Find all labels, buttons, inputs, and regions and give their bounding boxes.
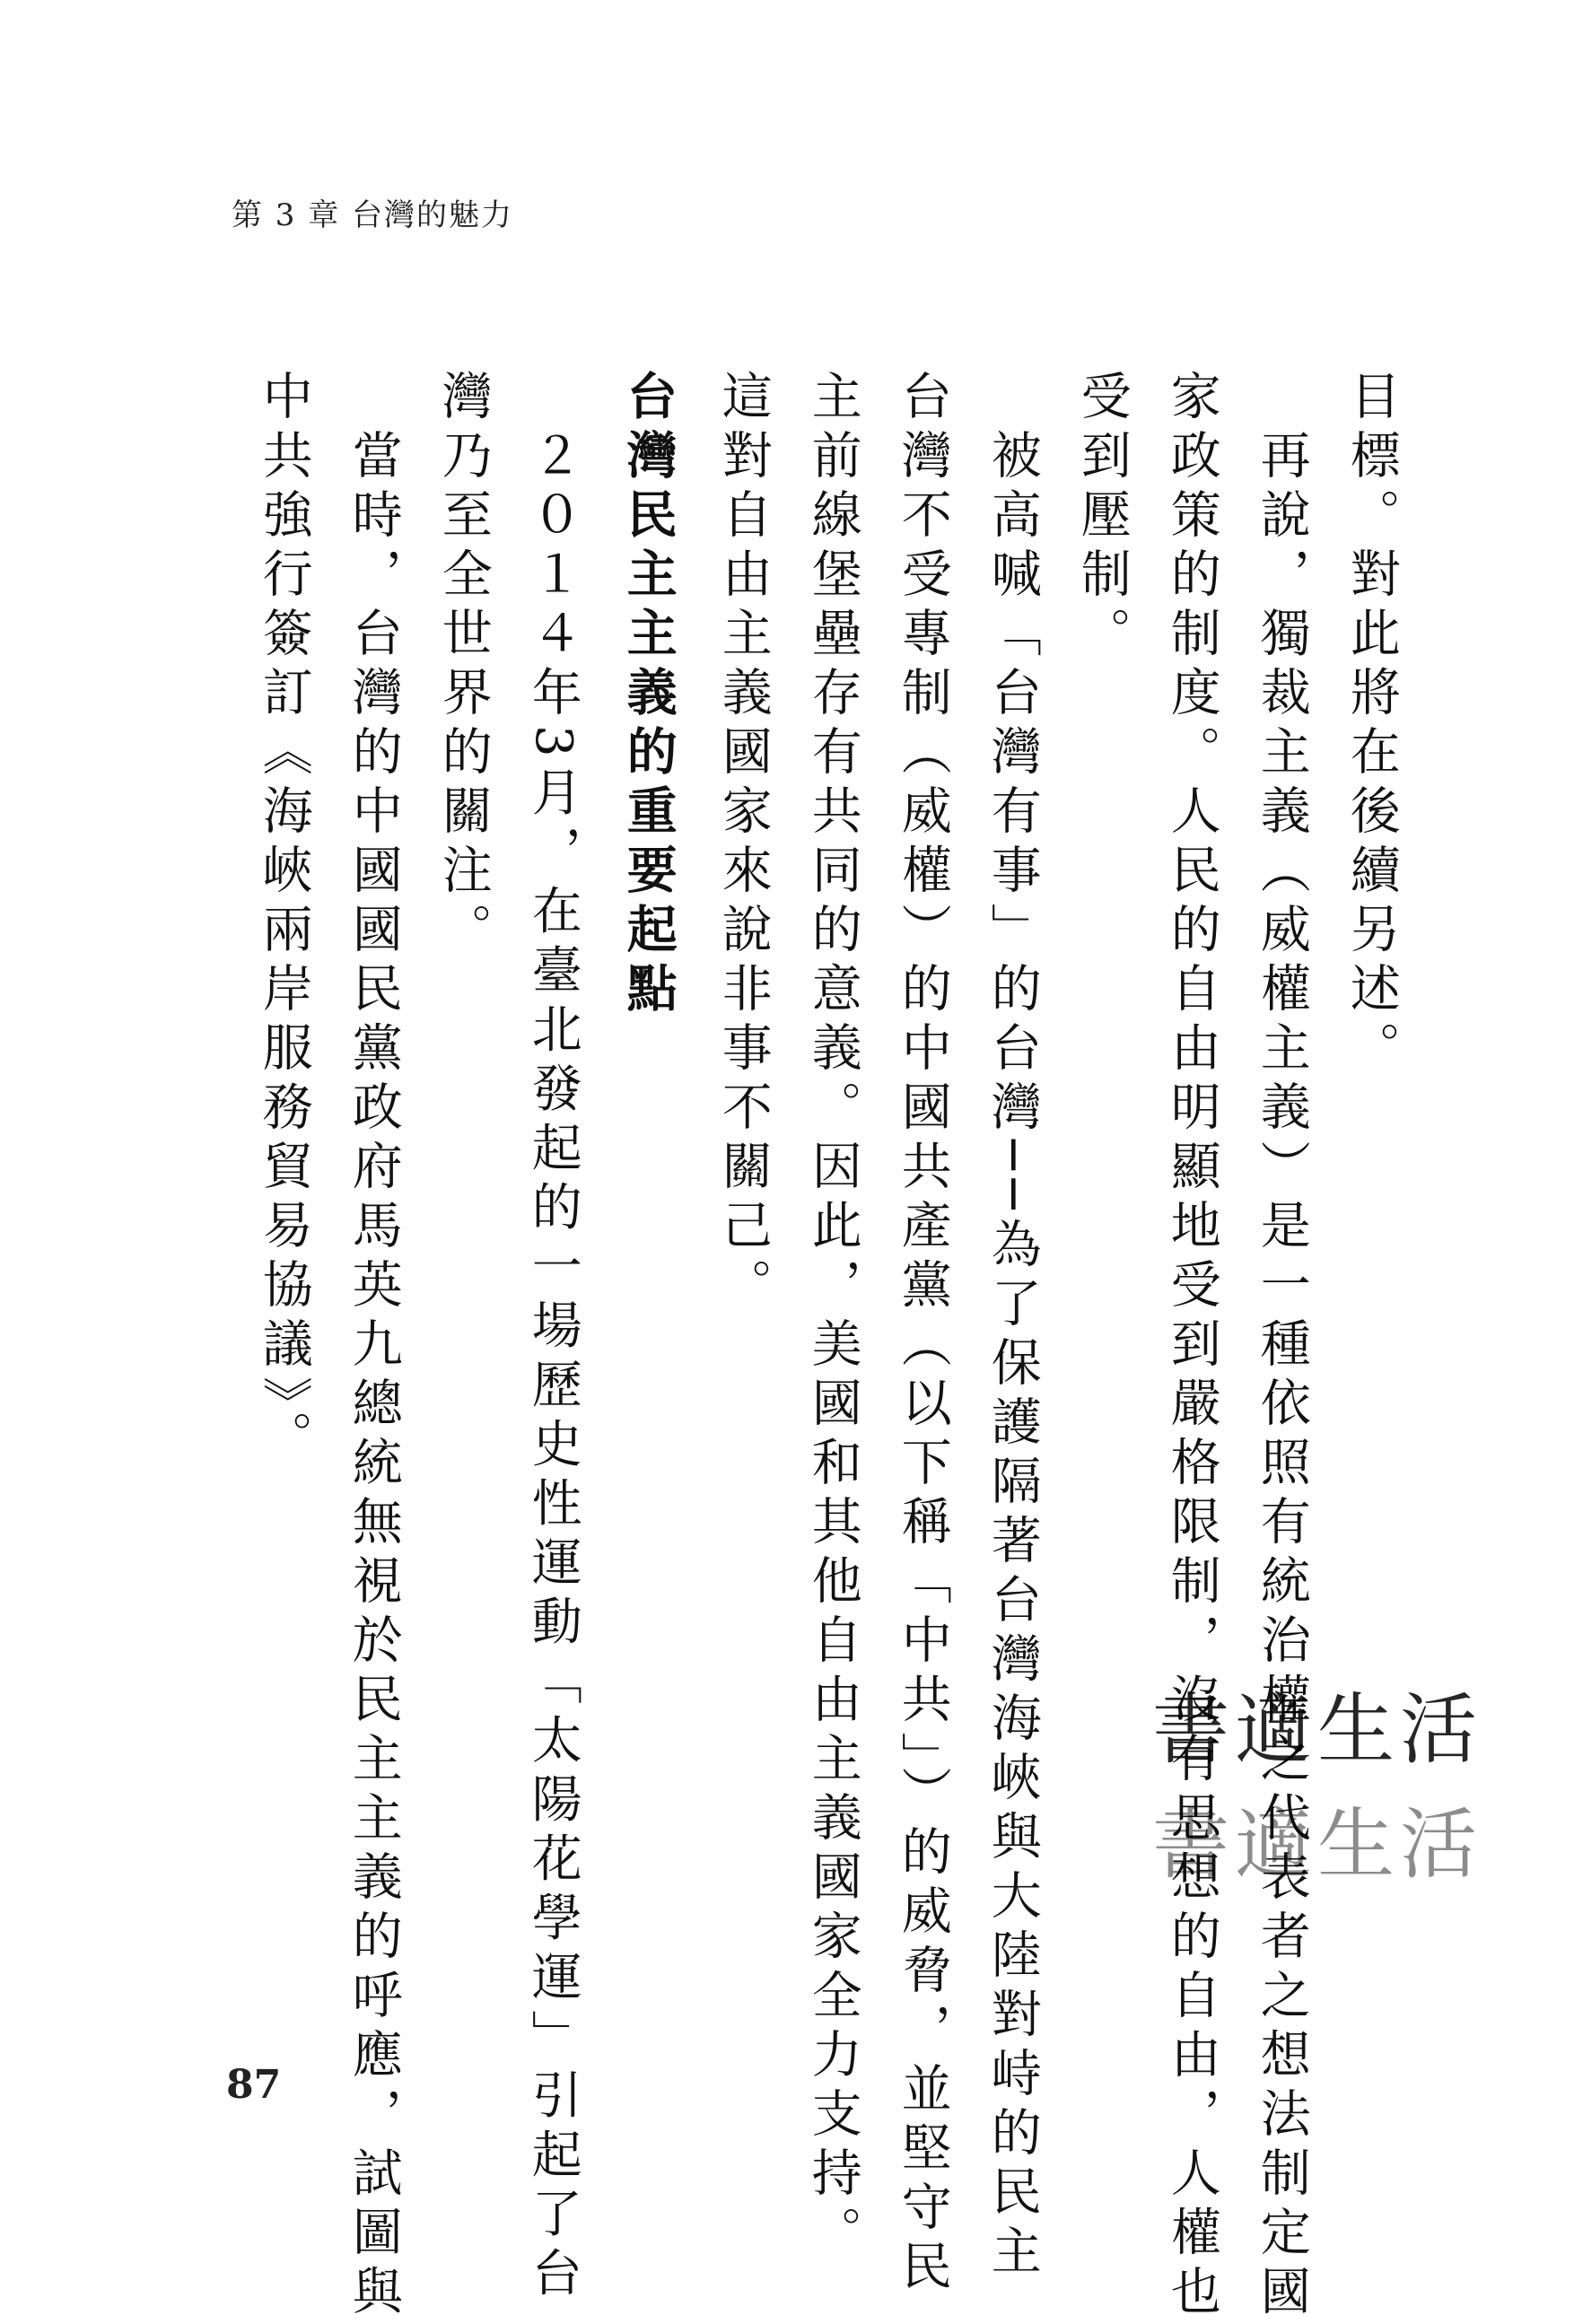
watermark: 書適生活 [1152, 1685, 1482, 1775]
section-heading: 台灣民主主義的重要起點 [618, 370, 678, 1021]
text-column: 主前線堡壘存有共同的意義。因此，美國和其他自由主義國家全力支持。 [803, 370, 862, 2265]
text-column: 灣乃至全世界的關注。 [433, 370, 493, 962]
text-column: 家政策的制度。人民的自由明顯地受到嚴格限制，沒有思想的自由，人權也 [1162, 370, 1221, 2324]
watermark: 書適生活 [1152, 1800, 1482, 1890]
page-number: 87 [226, 2062, 282, 2108]
running-header: 第 3 章 台灣的魅力 [232, 197, 514, 233]
text-column: 被高喊「台灣有事」的台灣──為了保護隔著台灣海峽與大陸對峙的民主 [983, 370, 1042, 2285]
text-column: 台灣不受專制（威權）的中國共產黨（以下稱「中共」）的威脅，並堅守民 [893, 370, 952, 2299]
text-column: 受到壓制。 [1072, 370, 1132, 666]
text-column: 當時，台灣的中國國民黨政府馬英九總統無視於民主主義的呼應，試圖與 [344, 370, 403, 2324]
text-column: ２０１４年3月，在臺北發起的一場歷史性運動「太陽花學運」引起了台 [523, 370, 582, 2306]
text-column: 中共強行簽訂《海峽兩岸服務貿易協議》。 [254, 370, 313, 1470]
text-column: 這對自由主義國家來說非事不關己。 [713, 370, 773, 1317]
text-column: 目標。對此將在後續另述。 [1342, 370, 1401, 1080]
text-column: 再說，獨裁主義（威權主義）是一種依照有統治權之代表者之想法制定國 [1252, 370, 1311, 2324]
